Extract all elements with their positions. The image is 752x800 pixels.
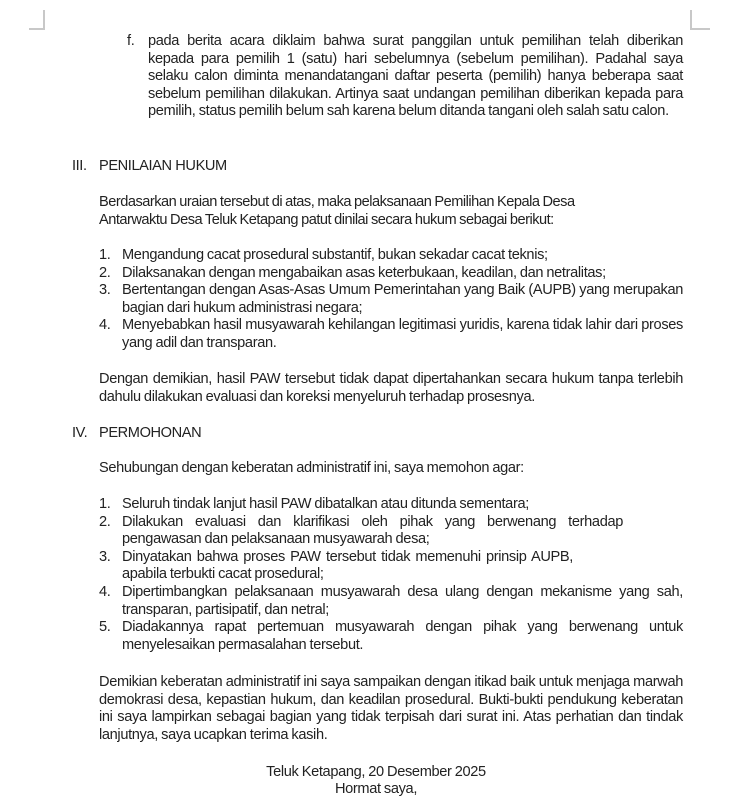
section-intro-paragraph: Berdasarkan uraian tersebut di atas, maka pelaksanaan Pemilihan Kepala Desa Antarwaktu Desa Teluk Ketapang patut dinilai secara hukum sebagai berikut:	[99, 194, 575, 228]
list-item-text: Dilaksanakan dengan mengabaikan asas keterbukaan, keadilan, dan netralitas;	[122, 264, 606, 281]
closing-paragraph: Demikian keberatan administratif ini saya sampaikan dengan itikad baik untuk menjaga marwah demokrasi desa, kepastian hukum, dan keadilan prosedural. Bukti-bukti pendukung keberatan ini saya lampirkan sebagai bagian yang tidak terpisah dari surat ini. Atas perhatian dan tindak lanjutnya, saya ucapkan terima kasih.	[99, 674, 683, 743]
salutation: Hormat saya,	[334, 781, 418, 797]
margin-corner-mark-right	[690, 10, 710, 30]
list-number: 3.	[99, 548, 111, 565]
section-intro-paragraph: Sehubungan dengan keberatan administratif ini, saya memohon agar:	[99, 460, 524, 476]
list-number: 1.	[99, 496, 111, 512]
list-item	[99, 282, 683, 317]
list-item	[99, 514, 683, 549]
margin-corner-mark-left	[29, 10, 45, 30]
list-item	[99, 549, 683, 584]
list-number: 1.	[99, 247, 111, 263]
section-heading-penilaian-hukum	[72, 158, 227, 174]
list-item	[99, 496, 683, 514]
list-number: 5.	[99, 619, 111, 636]
list-number: 2.	[99, 264, 111, 281]
list-item-text: pada berita acara diklaim bahwa surat panggilan untuk pemilihan telah diberikan kepada para pemilih 1 (satu) hari sebelumnya (sebelum pemilihan). Padahal saya selaku calon diminta menandatangani daftar peserta (pemilih) hanya beberapa saat sebelum pemilihan dilakukan. Artinya saat undangan pemilihan diberikan kepada para pemilih, status pemilih belum sah karena belum ditanda tangani oleh salah satu calon.	[148, 33, 683, 120]
list-number: 3.	[99, 282, 111, 299]
list-item-text: Seluruh tindak lanjut hasil PAW dibatalkan atau ditunda sementara;	[122, 496, 529, 512]
section-number: III.	[72, 158, 87, 174]
list-item	[99, 317, 683, 352]
section-heading-permohonan	[72, 425, 201, 441]
section-title: PERMOHONAN	[99, 425, 202, 441]
place-date: Teluk Ketapang, 20 Desember 2025	[266, 764, 486, 780]
request-list	[99, 496, 683, 654]
section-title: PENILAIAN HUKUM	[99, 158, 227, 174]
list-item-text: Bertentangan dengan Asas-Asas Umum Pemerintahan yang Baik (AUPB) yang merupakan bagian dari hukum administrasi negara;	[122, 282, 683, 316]
list-item-text: Menyebabkan hasil musyawarah kehilangan legitimasi yuridis, karena tidak lahir dari proses yang adil dan transparan.	[122, 317, 683, 351]
list-item	[99, 265, 683, 283]
list-item-text: Dilakukan evaluasi dan klarifikasi oleh pihak yang berwenang terhadap pengawasan dan pelaksanaan musyawarah desa;	[122, 513, 623, 548]
list-number: 2.	[99, 513, 111, 530]
list-item-text: Mengandung cacat prosedural substantif, bukan sekadar cacat teknis;	[122, 247, 548, 263]
list-item	[99, 619, 683, 654]
list-marker: f.	[127, 33, 135, 49]
list-item	[99, 247, 683, 265]
list-item-text: Dipertimbangkan pelaksanaan musyawarah desa ulang dengan mekanisme yang sah, transparan, partisipatif, dan netral;	[122, 583, 683, 618]
list-number: 4.	[99, 317, 111, 334]
list-item-text: Diadakannya rapat pertemuan musyawarah dengan pihak yang berwenang untuk menyelesaikan permasalahan tersebut.	[122, 619, 683, 653]
list-item	[99, 584, 683, 619]
list-item-text: Dinyatakan bahwa proses PAW tersebut tidak memenuhi prinsip AUPB, apabila terbukti cacat prosedural;	[122, 548, 573, 583]
section-number: IV.	[72, 425, 88, 441]
conclusion-paragraph: Dengan demikian, hasil PAW tersebut tidak dapat dipertahankan secara hukum tanpa terlebih dahulu dilakukan evaluasi dan koreksi menyeluruh terhadap prosesnya.	[99, 371, 683, 405]
list-number: 4.	[99, 583, 111, 600]
assessment-list	[99, 247, 683, 353]
list-item-f	[127, 33, 683, 121]
